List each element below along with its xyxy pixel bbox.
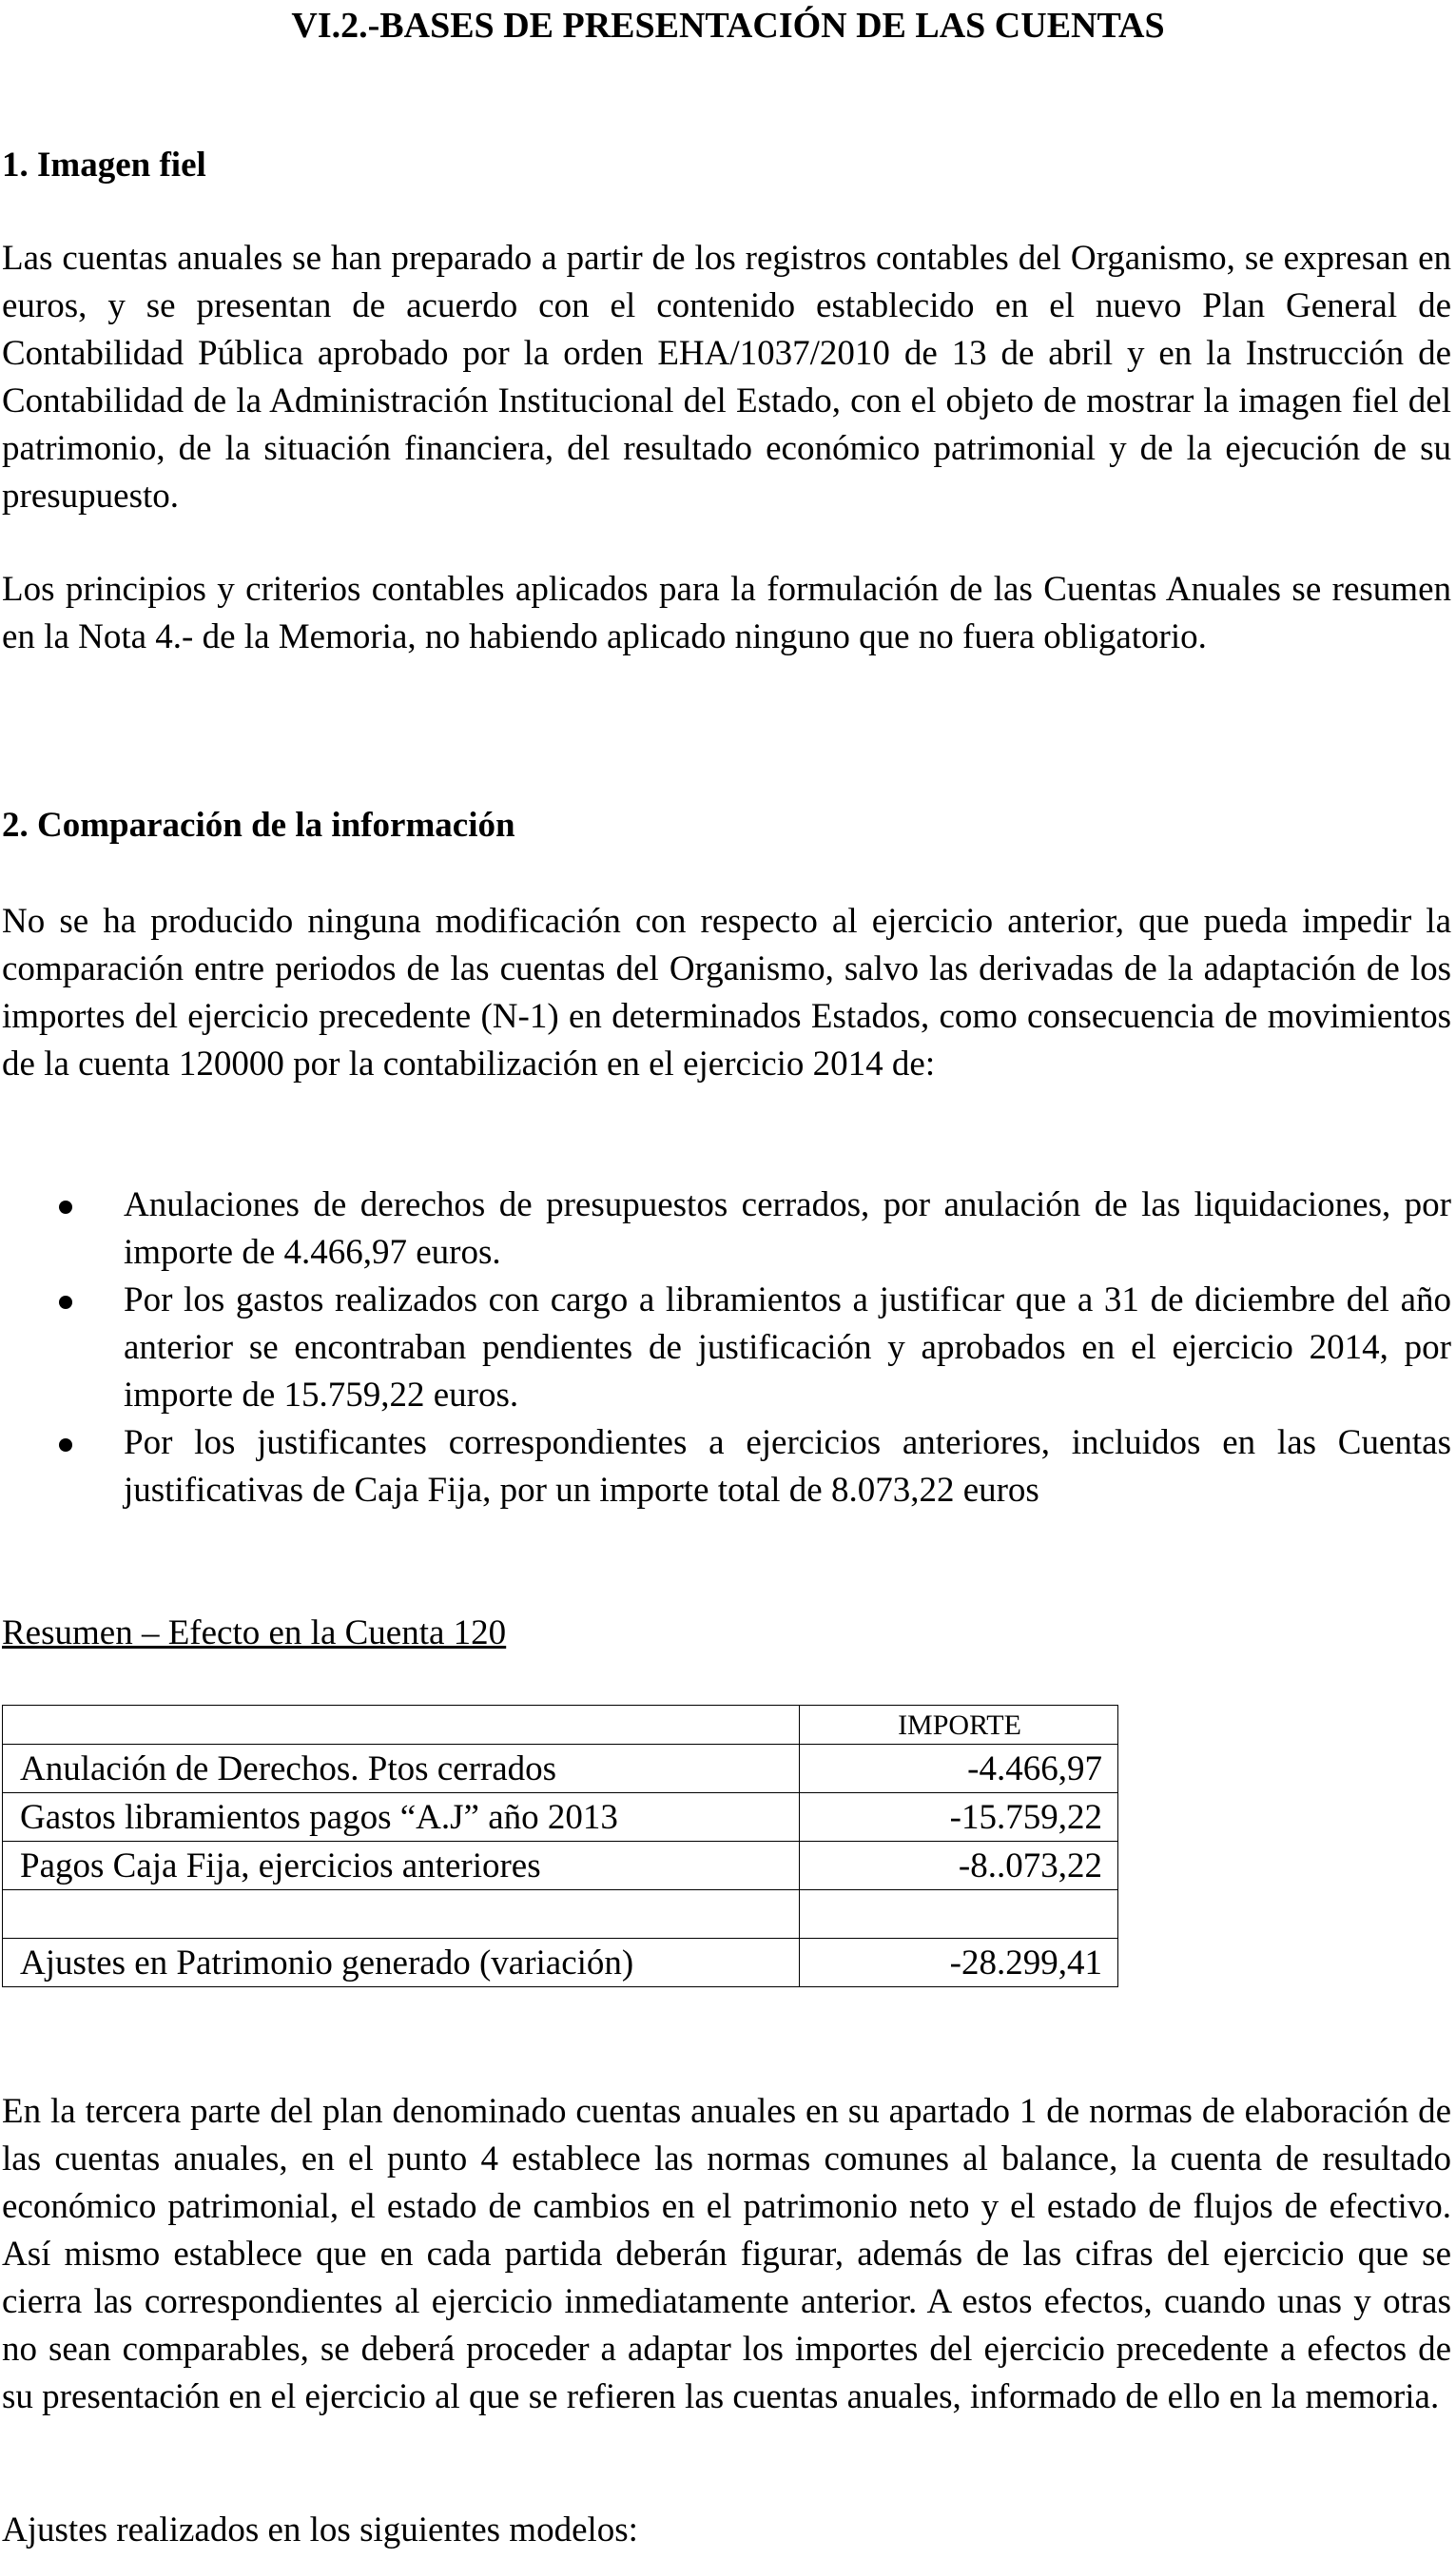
bullet-dot-icon [59,1296,72,1309]
section-2-paragraph-1: No se ha producido ninguna modificación con respecto al ejercicio anterior, que pueda impedir la comparación entre periodos de las cuentas del Organismo, salvo las derivadas de la adaptación de los importes del ejercicio precedente (N-1) en determinados Estados, como consecuencia de movimientos de la cuenta 120000 por la contabilización en el ejercicio 2014 de: [2,902,1451,1084]
bullet-text: Por los gastos realizados con cargo a libramientos a justificar que a 31 de diciembre del año anterior se encontraban pendientes de justificación y aprobados en el ejercicio 2014, por importe de 15.759,22 euros. [124,1280,1451,1415]
bullet-item [0,1419,1451,1514]
page-title: VI.2.-BASES DE PRESENTACIÓN DE LAS CUENTAS [291,6,1165,46]
section-1-paragraph-2: Los principios y criterios contables aplicados para la formulación de las Cuentas Anuales se resumen en la Nota 4.- de la Memoria, no habiendo aplicado ninguno que no fuera obligatorio. [2,570,1451,656]
table-header-amount: IMPORTE [800,1706,1118,1745]
bullet-item [0,1182,1451,1277]
row-amount: -4.466,97 [800,1745,1118,1793]
table-header-row [3,1706,1118,1745]
total-concept: Ajustes en Patrimonio generado (variación) [3,1939,800,1987]
closing-paragraph: En la tercera parte del plan denominado cuentas anuales en su apartado 1 de normas de elaboración de las cuentas anuales, en el punto 4 establece las normas comunes al balance, la cuenta de resultado económico patrimonial, el estado de cambios en el patrimonio neto y el estado de flujos de efectivo. Así mismo establece que en cada partida deberán figurar, además de las cifras del ejercicio que se cierra las correspondientes al ejercicio inmediatamente anterior. A estos efectos, cuando unas y otras no sean comparables, se deberá proceder a adaptar los importes del ejercicio precedente a efectos de su presentación en el ejercicio al que se refieren las cuentas anuales, informado de ello en la memoria. [2,2092,1451,2416]
table-row [3,1793,1118,1842]
total-amount: -28.299,41 [800,1939,1118,1987]
row-amount [800,1890,1118,1939]
section-2-heading: 2. Comparación de la información [2,806,515,845]
summary-table [2,1705,1118,1987]
row-concept: Anulación de Derechos. Ptos cerrados [3,1745,800,1793]
table-row-empty [3,1890,1118,1939]
section-1-heading: 1. Imagen fiel [2,146,206,185]
bullet-text: Por los justificantes correspondientes a ejercicios anteriores, incluidos en las Cuentas justificativas de Caja Fija, por un importe total de 8.073,22 euros [124,1423,1451,1510]
adjustments-bullet-list [0,1182,1456,1514]
table-header-empty-cell [3,1706,800,1745]
bullet-dot-icon [59,1438,72,1452]
table-row [3,1745,1118,1793]
row-amount: -15.759,22 [800,1793,1118,1842]
summary-table-title: Resumen – Efecto en la Cuenta 120 [2,1613,507,1652]
bullet-dot-icon [59,1201,72,1214]
row-concept: Pagos Caja Fija, ejercicios anteriores [3,1842,800,1890]
table-row [3,1842,1118,1890]
section-1-paragraph-1: Las cuentas anuales se han preparado a partir de los registros contables del Organismo, se expresan en euros, y se presentan de acuerdo con el contenido establecido en el nuevo Plan General de Contabilidad Pública aprobado por la orden EHA/1037/2010 de 13 de abril y en la Instrucción de Contabilidad de la Administración Institucional del Estado, con el objeto de mostrar la imagen fiel del patrimonio, de la situación financiera, del resultado económico patrimonial y de la ejecución de su presupuesto. [2,239,1451,516]
bullet-item [0,1277,1451,1419]
row-concept: Gastos libramientos pagos “A.J” año 2013 [3,1793,800,1842]
table-total-row [3,1939,1118,1987]
row-concept [3,1890,800,1939]
closing-line: Ajustes realizados en los siguientes modelos: [2,2510,638,2549]
row-amount: -8..073,22 [800,1842,1118,1890]
bullet-text: Anulaciones de derechos de presupuestos cerrados, por anulación de las liquidaciones, por importe de 4.466,97 euros. [124,1185,1451,1272]
